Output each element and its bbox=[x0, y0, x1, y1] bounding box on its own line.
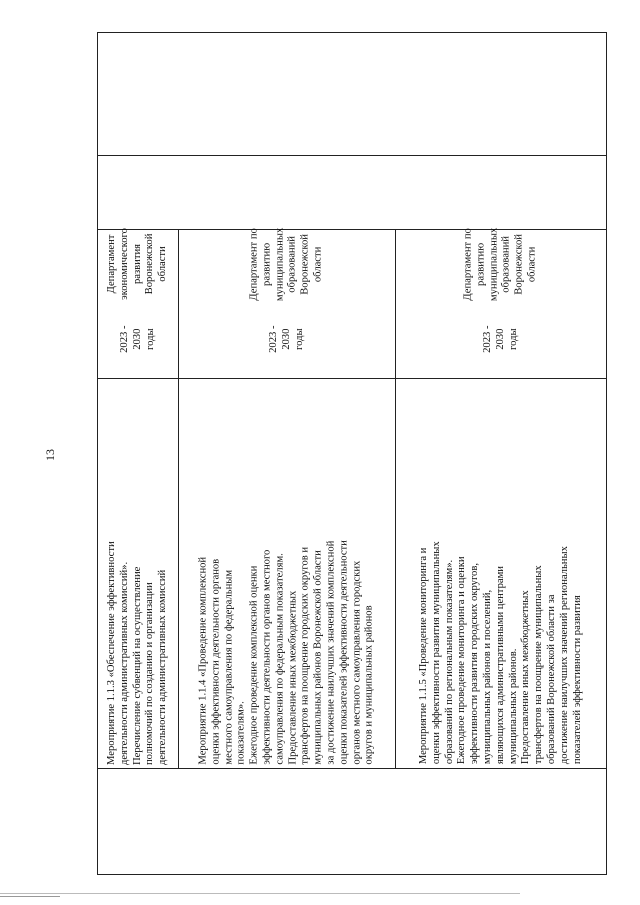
row-1-executor: Департамент экономического развития Воронежской области bbox=[106, 228, 169, 300]
row-1-measure: Мероприятие 1.1.3 «Обеспечение эффективности деятельности административных комиссий». Перечисление субвенций на осуществление полномочий по созданию и организации деятельности административных комиссий bbox=[106, 540, 169, 765]
row-3-measure: Мероприятие 1.1.5 «Проведение мониторинга и оценки эффективности развития муниципальных образований по региональным показателям». Ежегодное проведение мониторинга и оценки эффективности развития городских округов, муниципальных районов и поселений, являющихся административными центрами муниципальных районов. Предоставление иных межбюджетных трансфертов на поощрение муниципальных образований Воронежской области за достижение наилучших значений региональных показателей эффективности развития bbox=[417, 541, 583, 765]
scan-edge-mark bbox=[0, 896, 60, 897]
column-divider bbox=[97, 768, 607, 769]
table-border-bottom bbox=[97, 874, 607, 875]
row-2-period: 2023 - 2030 годы bbox=[267, 325, 305, 353]
scan-edge-line bbox=[0, 893, 520, 894]
row-1-executor-cell bbox=[98, 229, 178, 299]
row-1-period: 2023 - 2030 годы bbox=[118, 325, 156, 353]
row-3-measure-cell bbox=[396, 379, 606, 768]
row-2-executor-cell bbox=[179, 229, 395, 299]
row-2-executor: Департамент по развитию муниципальных образований Воронежской области bbox=[248, 227, 324, 301]
row-2-measure-cell bbox=[179, 379, 395, 768]
row-1-measure-cell bbox=[98, 379, 178, 768]
row-2-measure: Мероприятие 1.1.4 «Проведение комплексной оценки эффективности деятельности органов местного самоуправления по федеральным показателям». Ежегодное проведение комплексной оценки эффективности деятельности органов местного самоуправления по федеральным показателям. Предоставление иных межбюджетных трансфертов на поощрение городских округов и муниципальных районов Воронежской области за достижение наилучших значений комплексной оценки показателей эффективности деятельности органов местного самоуправления городских округов и муниципальных районов bbox=[197, 540, 375, 765]
table-border-top bbox=[97, 32, 607, 33]
table-border-right bbox=[606, 32, 607, 875]
row-3-period: 2023 - 2030 годы bbox=[481, 325, 519, 353]
row-3-executor-cell bbox=[396, 229, 606, 299]
row-3-executor: Департамент по развитию муниципальных образований Воронежской области bbox=[462, 227, 538, 301]
column-divider bbox=[97, 155, 607, 156]
page-number: 13 bbox=[43, 449, 57, 461]
